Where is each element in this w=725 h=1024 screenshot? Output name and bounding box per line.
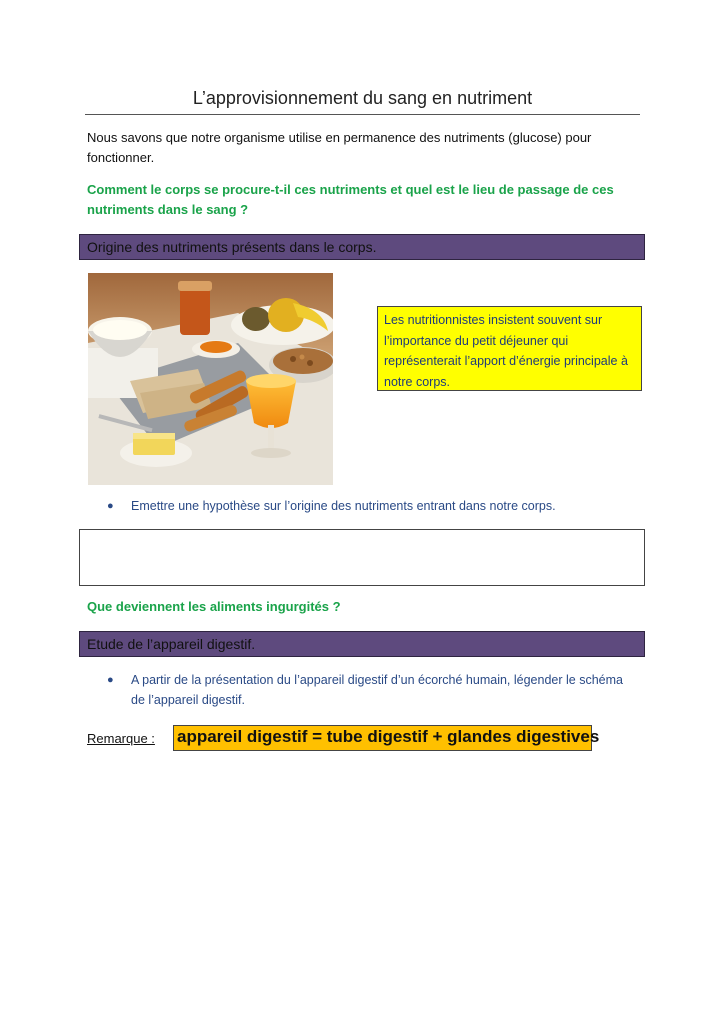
bullet-text-legend: A partir de la présentation du l’appareil digestif d’un écorché humain, légender le schéma de l’appareil digestif. <box>131 673 623 707</box>
bullet-text-hypothesis: Emettre une hypothèse sur l’origine des nutriments entrant dans notre corps. <box>131 499 556 513</box>
breakfast-photo <box>88 273 333 485</box>
formula-box: appareil digestif = tube digestif + glandes digestives <box>173 725 592 751</box>
section-heading-digestif <box>79 631 645 657</box>
intro-paragraph: Nous savons que notre organisme utilise en permanence des nutriments (glucose) pour fonctionner. <box>87 130 592 165</box>
bullet-item-hypothesis <box>107 496 556 514</box>
nutrition-callout: Les nutritionnistes insistent souvent sur l’importance du petit déjeuner qui représenterait l’apport d’énergie principale à notre corps. <box>377 306 642 391</box>
question-1: Comment le corps se procure-t-il ces nutriments et quel est le lieu de passage de ces nutriments dans le sang ? <box>87 182 614 217</box>
section-heading-digestif-text: Etude de l’appareil digestif. <box>87 636 256 652</box>
remark-label: Remarque : <box>87 731 155 746</box>
page-title: L’approvisionnement du sang en nutriment <box>192 88 533 108</box>
question-2: Que deviennent les aliments ingurgités ? <box>87 599 341 614</box>
bullet-dot-icon: ● <box>107 500 114 512</box>
hypothesis-answer-box[interactable] <box>79 529 645 586</box>
section-heading-origine <box>79 234 645 260</box>
bullet-item-legend <box>107 670 623 707</box>
title-divider <box>85 114 640 115</box>
section-heading-origine-text: Origine des nutriments présents dans le corps. <box>87 239 377 255</box>
bullet-dot-icon: ● <box>107 674 114 686</box>
